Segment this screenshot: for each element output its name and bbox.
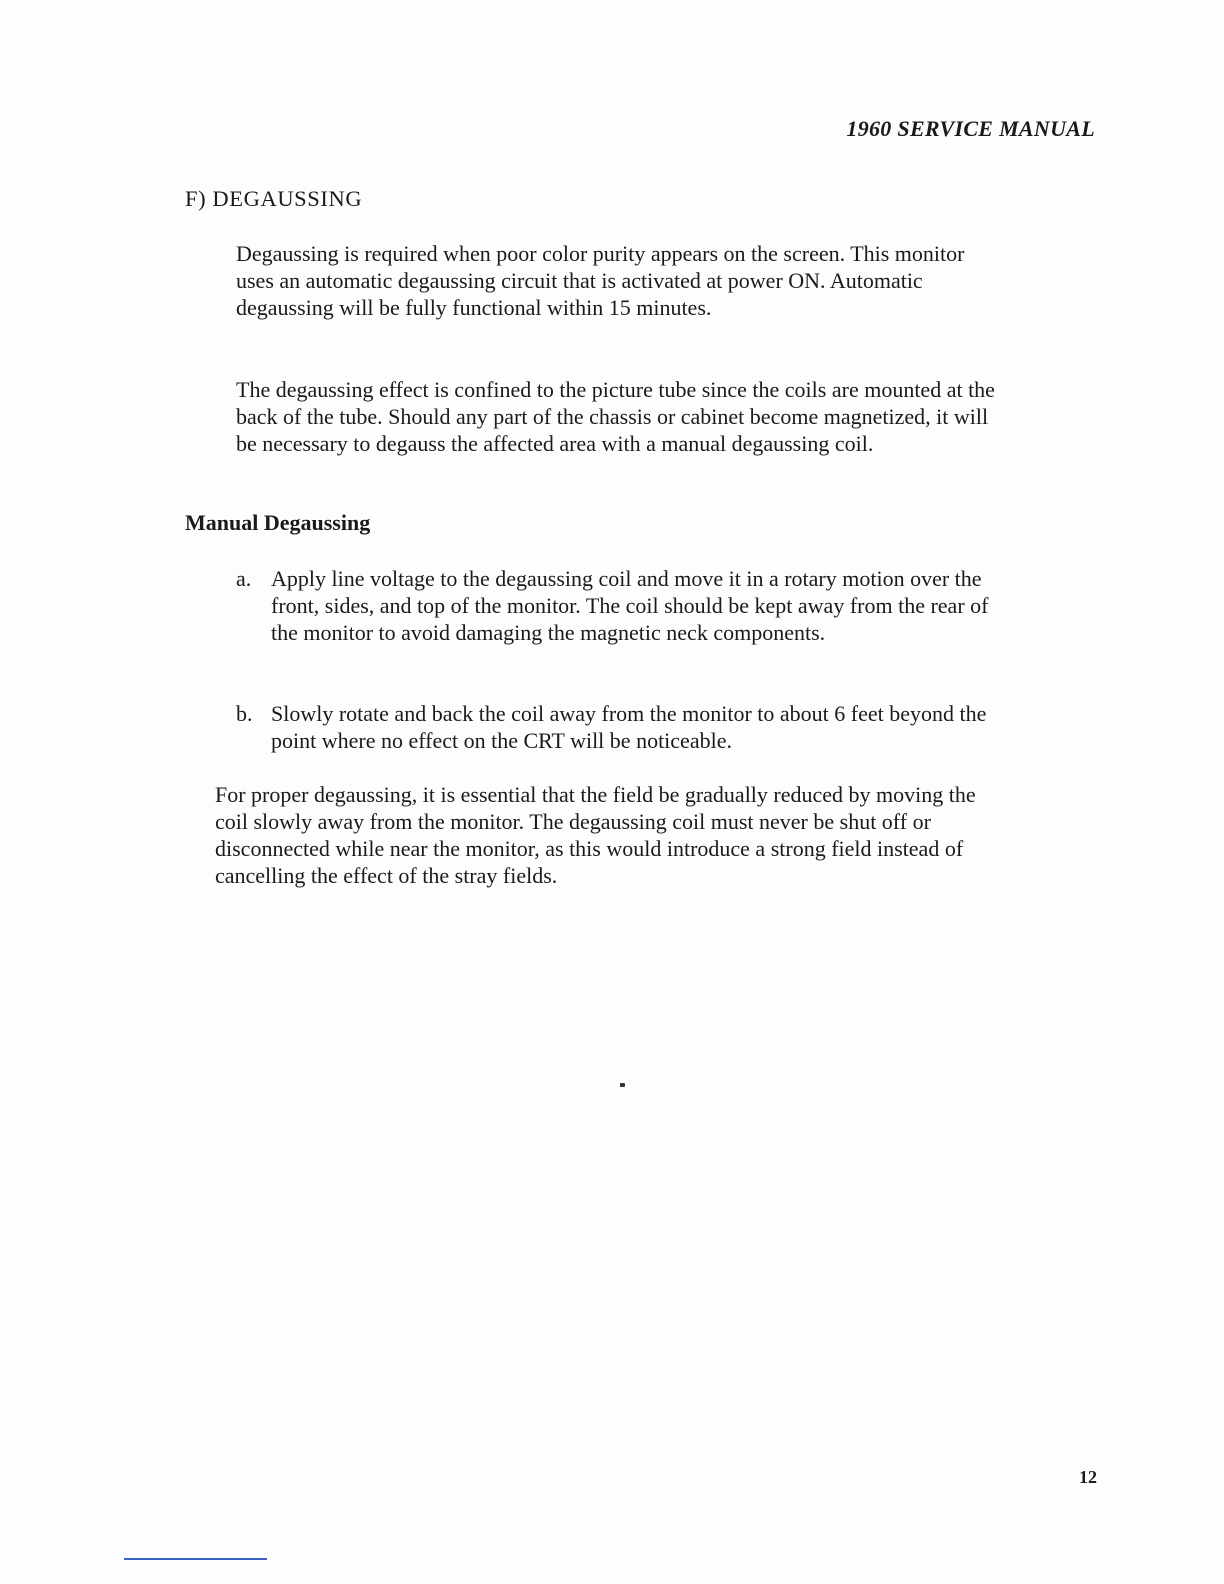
closing-paragraph: For proper degaussing, it is essential that the field be gradually reduced by moving the coil slowly away from the monitor. The degaussing coil must never be shut off or disconnected while near the monitor, as this would introduce a strong field instead of cancelling the effect of the stray fields. <box>215 782 976 888</box>
list-item <box>236 565 996 646</box>
manual-degaussing-heading: Manual Degaussing <box>185 510 371 535</box>
page-number: 12 <box>1079 1467 1097 1487</box>
list-item-text: Slowly rotate and back the coil away from the monitor to about 6 feet beyond the point where no effect on the CRT will be noticeable. <box>271 701 987 753</box>
list-item-text: Apply line voltage to the degaussing coil and move it in a rotary motion over the front, sides, and top of the monitor. The coil should be kept away from the rear of the monitor to avoid damaging the magnetic neck components. <box>271 566 989 645</box>
bottom-rule <box>124 1558 267 1560</box>
scan-speck <box>620 1083 625 1087</box>
intro-paragraph: Degaussing is required when poor color purity appears on the screen. This monitor uses an automatic degaussing circuit that is activated at power ON. Automatic degaussing will be fully functional within 15 minutes. <box>236 241 965 320</box>
confinement-paragraph: The degaussing effect is confined to the picture tube since the coils are mounted at the back of the tube. Should any part of the chassis or cabinet become magnetized, it will be necessary to degauss the affected area with a manual degaussing coil. <box>236 377 995 456</box>
list-marker: a. <box>236 566 252 591</box>
document-header-title: 1960 SERVICE MANUAL <box>846 116 1095 141</box>
section-heading: F) DEGAUSSING <box>185 186 363 211</box>
list-item <box>236 700 996 754</box>
list-marker: b. <box>236 701 253 726</box>
